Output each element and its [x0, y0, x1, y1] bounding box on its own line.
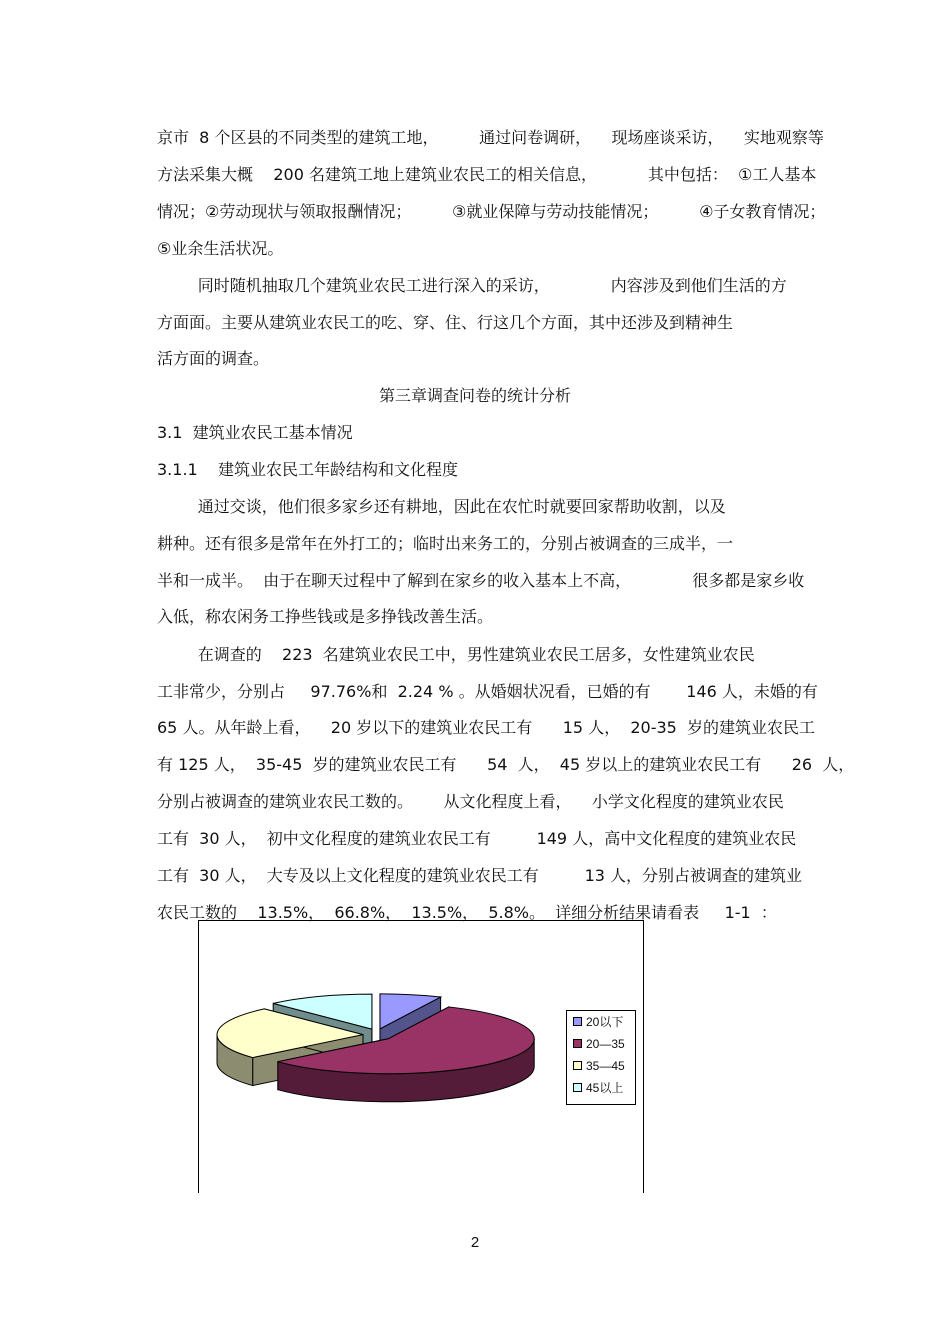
paragraph-line: 同时随机抽取几个建筑业农民工进行深入的采访， 内容涉及到他们生活的方	[157, 276, 787, 295]
legend-item	[573, 1058, 625, 1074]
paragraph-line: 京市 8 个区县的不同类型的建筑工地， 通过问卷调研， 现场座谈采访， 实地观察等	[157, 128, 824, 147]
page-number: 2	[470, 1234, 480, 1251]
paragraph-line: 工有 30 人， 初中文化程度的建筑业农民工有 149 人，高中文化程度的建筑业农民	[157, 829, 797, 848]
paragraph-line: 入低，称农闲务工挣些钱或是多挣钱改善生活。	[157, 607, 494, 626]
legend-item	[573, 1080, 623, 1096]
paragraph-line: 农民工数的 13.5%， 66.8%， 13.5%， 5.8%。 详细分析结果请看表 1-1 ：	[157, 903, 777, 922]
legend-item	[573, 1014, 623, 1030]
paragraph-line: 方法采集大概 200 名建筑工地上建筑业农民工的相关信息， 其中包括： ①工人基本	[157, 165, 817, 184]
paragraph-line: 工非常少，分别占 97.76%和 2.24 % 。从婚姻状况看，已婚的有 146 人，未婚的有	[157, 682, 818, 701]
chart-legend	[566, 1010, 636, 1105]
legend-swatch	[573, 1017, 582, 1026]
legend-swatch	[573, 1061, 582, 1070]
legend-item	[573, 1036, 625, 1052]
paragraph-line: 方面面。主要从建筑业农民工的吃、穿、住、行这几个方面，其中还涉及到精神生	[157, 313, 734, 332]
legend-swatch	[573, 1039, 582, 1048]
legend-label: 20—35	[586, 1037, 625, 1051]
section-heading: 3.1 建筑业农民工基本情况	[157, 423, 353, 442]
paragraph-line: 通过交谈，他们很多家乡还有耕地，因此在农忙时就要回家帮助收割，以及	[157, 497, 726, 516]
legend-label: 45以上	[586, 1081, 624, 1095]
paragraph-line: 在调查的 223 名建筑业农民工中，男性建筑业农民工居多，女性建筑业农民	[157, 645, 755, 664]
chapter-heading: 第三章调查问卷的统计分析	[378, 386, 571, 405]
paragraph-line: 65 人。从年龄上看， 20 岁以下的建筑业农民工有 15 人， 20-35 岁的建筑业农民工	[157, 718, 816, 737]
paragraph-line: 分别占被调查的建筑业农民工数的。 从文化程度上看， 小学文化程度的建筑业农民	[157, 792, 784, 811]
paragraph-line: 工有 30 人， 大专及以上文化程度的建筑业农民工有 13 人，分别占被调查的建筑业	[157, 866, 803, 885]
legend-label: 20以下	[586, 1015, 624, 1029]
paragraph-line: 半和一成半。 由于在聊天过程中了解到在家乡的收入基本上不高， 很多都是家乡收	[157, 571, 805, 590]
legend-swatch	[573, 1083, 582, 1092]
paragraph-line: 活方面的调查。	[157, 349, 270, 368]
subsection-heading: 3.1.1 建筑业农民工年龄结构和文化程度	[157, 460, 459, 479]
legend-label: 35—45	[586, 1059, 625, 1073]
paragraph-line: ⑤业余生活状况。	[157, 239, 284, 258]
paragraph-line: 有 125 人， 35-45 岁的建筑业农民工有 54 人， 45 岁以上的建筑业农民工有 26 人，	[157, 755, 855, 774]
paragraph-line: 情况；②劳动现状与领取报酬情况； ③就业保障与劳动技能情况； ④子女教育情况；	[157, 202, 826, 221]
paragraph-line: 耕种。还有很多是常年在外打工的；临时出来务工的，分别占被调查的三成半，一	[157, 534, 734, 553]
